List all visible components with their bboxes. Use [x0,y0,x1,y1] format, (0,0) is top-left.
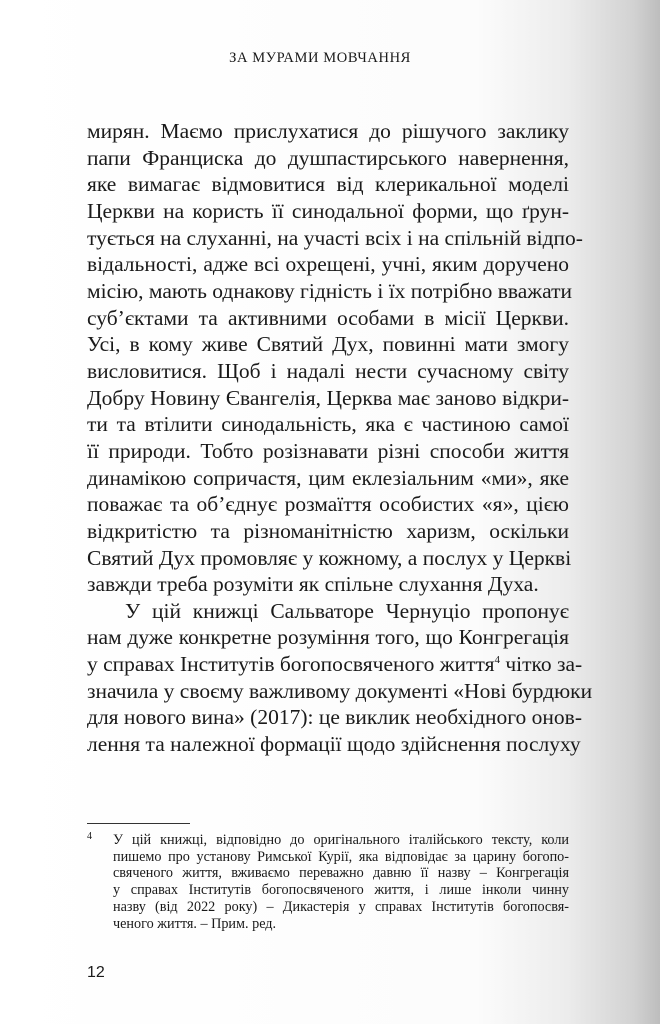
text-line: папи Франциска до душпастирського навернення, [87,145,569,170]
text-line: суб’єктами та активними особами в місії Церкви. [87,305,569,330]
text-line: поважає та об’єднує розмаїття особистих «я», цією [87,492,569,517]
text-line: її природи. Тобто розізнавати різні способи життя [87,438,569,463]
body-text [87,118,593,758]
footnote-line: У цій книжці, відповідно до оригінального італійського тексту, коли [113,832,569,848]
text-line: Добру Новину Євангелія, Церква має заново відкри- [87,385,569,410]
text-line: яке вимагає відмовитися від клерикальної моделі [87,172,569,197]
footnote-line: ченого життя. – Прим. ред. [113,915,277,932]
text-line: відкритістю та різноманітністю харизм, оскільки [87,518,569,543]
text-line: для нового вина» (2017): це виклик необхідного онов- [87,705,582,730]
text-line: лення та належної формації щодо здійснення послуху [87,732,581,757]
text-line: нам дуже конкретне розуміння того, що Конгрегація [87,625,569,650]
paragraph-first-line: У цій книжці Сальваторе Чернуціо пропонує [125,598,569,623]
text-line: місію, мають однакову гідність і їх потрібно вважати [87,278,573,303]
text-line: відальності, адже всі охрещені, учні, яким доручено [87,252,569,277]
footnote-line: пишемо про установу Римської Курії, яка відповідає за царину богопо- [113,848,569,865]
text-line: тується на слуханні, на участі всіх і на спільній відпо- [87,225,583,250]
text-line: динамікою сопричастя, цим еклезіальним «ми», яке [87,465,569,490]
footnote-line: у справах Інститутів богопосвяченого життя, і лише інколи чинну [113,882,569,899]
footnote-number: 4 [87,831,92,842]
text-line: Церкви на користь її синодальної форми, що ґрун- [87,198,569,223]
text-segment: у справах Інститутів богопосвяченого життя [87,652,495,677]
paragraph-last-line: завжди треба розуміти як спільне слухання Духа. [87,572,539,597]
running-head: ЗА МУРАМИ МОВЧАННЯ [229,50,411,66]
text-line: Усі, в кому живе Святий Дух, повинні мати змогу [87,332,569,357]
text-line-with-footnote-ref [87,651,583,678]
footnote [87,832,569,932]
footnote-divider [87,823,190,824]
page-number: 12 [87,964,105,981]
text-line: ти та втілити синодальність, яка є частиною самої [87,412,569,437]
text-line: висловитися. Щоб і надалі нести сучасному світу [87,358,569,383]
footnote-body [113,832,569,932]
footnote-line: назву (від 2022 року) – Дикастерія у справах Інститутів богопосвя- [113,898,569,915]
text-segment: чітко за- [499,652,583,677]
footnote-line: свяченого життя, вживаємо переважно давню її назву – Конгрегація [113,865,569,882]
text-line: Святий Дух промовляє у кожному, а послух у Церкві [87,545,572,570]
footnote-reference[interactable]: 4 [494,653,500,666]
text-line: значила у своєму важливому документі «Нові бурдюки [87,678,593,703]
text-line: мирян. Маємо прислухатися до рішучого заклику [87,119,569,143]
